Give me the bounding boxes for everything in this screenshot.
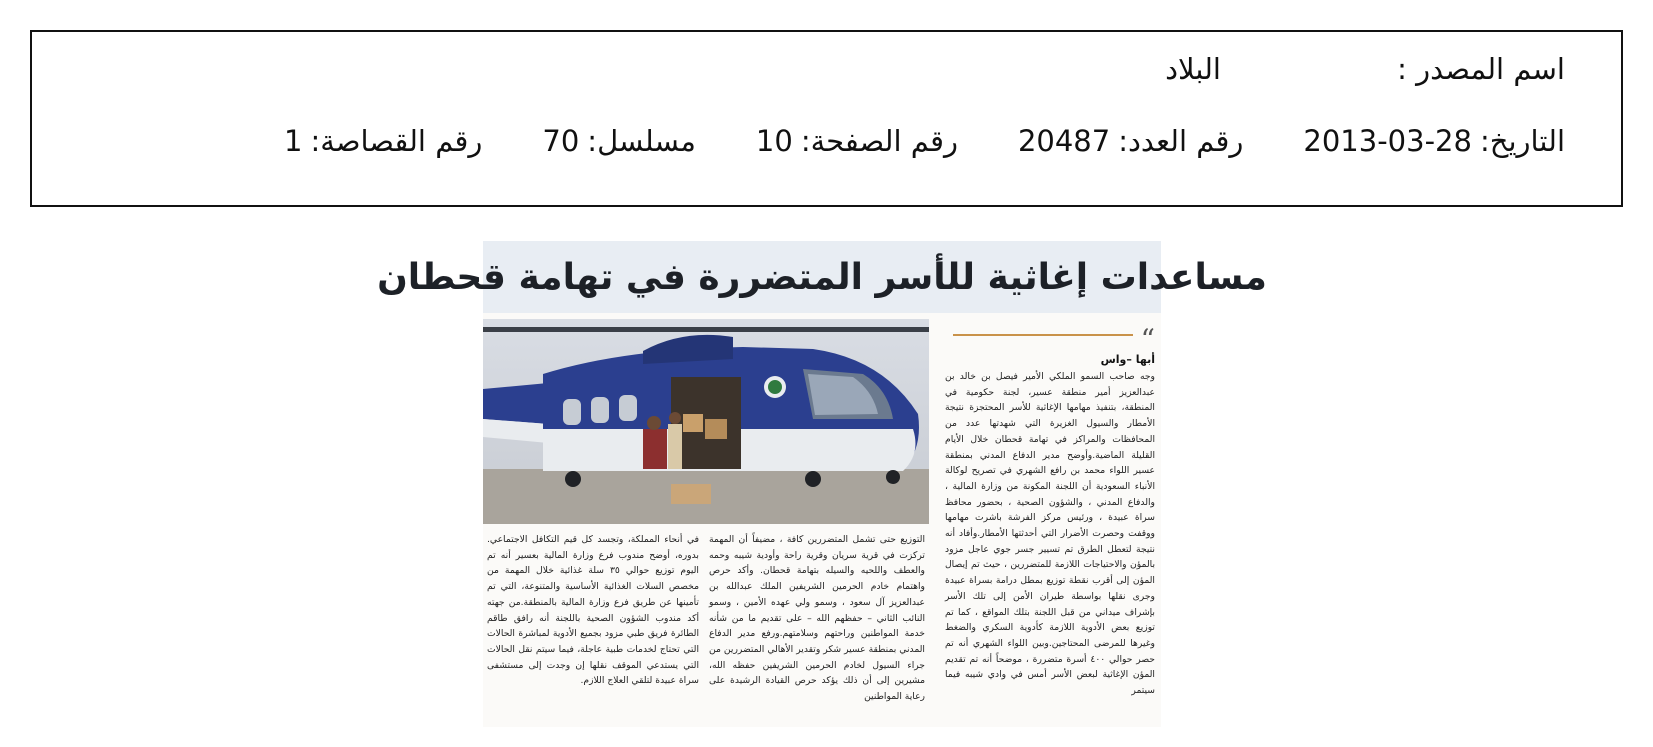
date-value: 2013-03-28 bbox=[1303, 124, 1472, 158]
issue-label: رقم العدد: bbox=[1118, 124, 1244, 158]
headline-band bbox=[377, 241, 1267, 313]
source-label: اسم المصدر : bbox=[1397, 52, 1565, 86]
article-column-left: في أنحاء المملكة، وتجسد كل قيم التكافل الاجتماعي. بدوره، أوضح مندوب فرع وزارة المالية بعسير أنه تم اليوم توزيع حوالي ٣٥ سلة غذائية خلال المهمة من مخصص السلات الغذائية الأساسية والمتنوعة، التي تم تأمينها عن طريق فرع وزارة المالية بالمنطقة.من جهته أكد مندوب الشؤون الصحية باللجنة أنه رافق طاقم الطائرة فريق طبي مزود بجميع الأدوية لمباشرة الحالات التي تحتاج لخدمات طبية عاجلة، فيما سيتم نقل الحالات التي يستدعي الموقف نقلها إن وجدت إلى مستشفى سراة عبيدة لتلقي العلاج اللازم. bbox=[487, 534, 699, 687]
serial-value: 70 bbox=[542, 124, 580, 158]
accent-rule bbox=[953, 334, 1133, 336]
date-label: التاريخ: bbox=[1479, 124, 1565, 158]
page-label: رقم الصفحة: bbox=[800, 124, 958, 158]
source-value: البلاد bbox=[1165, 52, 1221, 86]
page-value: 10 bbox=[755, 124, 793, 158]
newspaper-clipping bbox=[377, 241, 1267, 727]
article-column-middle: التوزيع حتى تشمل المتضررين كافة ، مضيفاً أن المهمة تركزت في قرية سريان وقرية راحة وأودية شيبه وحمه والعطف واللحيه والسيله بتهامة قحطان. وأكد حرص واهتمام خادم الحرمين الشريفين الملك عبدالله بن عبدالعزيز آل سعود ، وسمو ولي عهده الأمين ، وسمو النائب الثاني – حفظهم الله – على تقديم ما من شأنه خدمة المواطنين وراحتهم وسلامتهم.ورفع مدير الدفاع المدني بمنطقة عسير شكر وتقدير الأهالي المتضررين من جراء السيول لخادم الحرمين الشريفين حفظه الله، مشيرين إلى أن ذلك يؤكد حرص القيادة الرشيدة على رعاية المواطنين bbox=[709, 534, 925, 703]
metadata-box bbox=[30, 30, 1623, 207]
metadata-row bbox=[284, 124, 1565, 158]
clip-value: 1 bbox=[284, 124, 303, 158]
serial-label: مسلسل: bbox=[587, 124, 696, 158]
helicopter-photo bbox=[483, 319, 929, 524]
article-byline: أبها –واس bbox=[1100, 353, 1155, 366]
quote-mark: “ bbox=[1140, 323, 1155, 356]
article-headline: مساعدات إغاثية للأسر المتضررة في تهامة قحطان bbox=[377, 256, 1267, 298]
clip-label: رقم القصاصة: bbox=[310, 124, 483, 158]
article-column-right: وجه صاحب السمو الملكي الأمير فيصل بن خالد بن عبدالعزيز أمير منطقة عسير، لجنة حكومية في المنطقة، بتنفيذ مهامها الإغاثية للأسر المحتجزة نتيجة الأمطار والسيول الغزيرة التي شهدتها عدد من المحافظات والمراكز في تهامة قحطان خلال الأيام القليلة الماضية.وأوضح مدير الدفاع المدني بمنطقة عسير اللواء محمد بن رافع الشهري في تصريح لوكالة الأنباء السعودية أن اللجنة المكونة من وزارة المالية ، والدفاع المدني ، والشؤون الصحية ، بحضور محافظ سراة عبيدة ، ورئيس مركز الفرشة باشرت مهامها ووقفت وحصرت الأضرار التي أحدثتها الأمطار.وأفاد أنه نتيجة لتعطل الطرق تم تسيير جسر جوي عاجل مزود بالمؤن والاحتياجات اللازمة للمتضررين ، حيث تم إيصال المؤن إلى أقرب نقطة توزيع بمطل درامة بسراة عبيدة وجرى نقلها بواسطة طيران الأمن إلى تلك الأسر بإشراف ميداني من قبل اللجنة بتلك المواقع ، كما تم توزيع بعض الأدوية اللازمة كأدوية السكري والضغط وغيرها للمرضى المحتاجين.وبين اللواء الشهري أنه تم حصر حوالي ٤٠٠ أسرة متضررة ، موضحاً أنه تم تقديم المؤن الإغاثية لبعض الأسر أمس في وادي شيبه فيما سيتمر bbox=[945, 371, 1155, 697]
issue-value: 20487 bbox=[1017, 124, 1111, 158]
